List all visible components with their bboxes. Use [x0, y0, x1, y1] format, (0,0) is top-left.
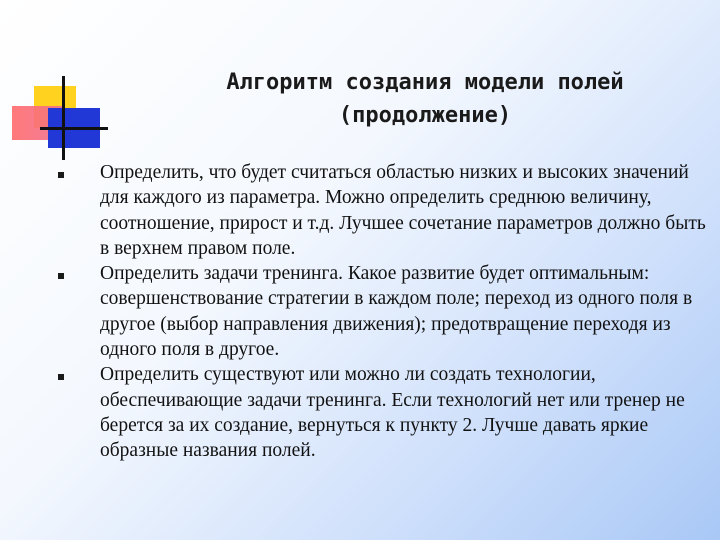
bullet-item [58, 261, 718, 362]
horizontal-line [40, 127, 108, 130]
bullet-text: Определить существуют или можно ли создать технологии, обеспечивающие задачи тренинга. Если технологий нет или тренер не берется за их создание, вернуться к пункту 2. Лучше давать яркие образные названия полей. [100, 364, 685, 462]
slide-title [120, 66, 720, 132]
decorative-squares-logo [0, 0, 110, 170]
bullet-item [58, 160, 718, 261]
title-line-2: (продолжение) [338, 103, 512, 128]
bullet-square-icon [58, 273, 64, 279]
bullet-text: Определить задачи тренинга. Какое развитие будет оптимальным: совершенствование стратегии в каждом поле; переход из одного поля в другое (выбор направления движения); предотвращение переходя из одного поля в другое. [100, 263, 693, 361]
title-line-1: Алгоритм создания модели полей [226, 70, 624, 95]
bullet-list [58, 160, 718, 464]
bullet-square-icon [58, 172, 64, 178]
bullet-square-icon [58, 374, 64, 380]
vertical-line [62, 76, 65, 160]
bullet-item [58, 362, 718, 463]
bullet-text: Определить, что будет считаться областью низких и высоких значений для каждого из параметра. Можно определить среднюю величину, соотношение, прирост и т.д. Лучшее сочетание параметров должно быть в верхнем правом поле. [100, 162, 706, 259]
